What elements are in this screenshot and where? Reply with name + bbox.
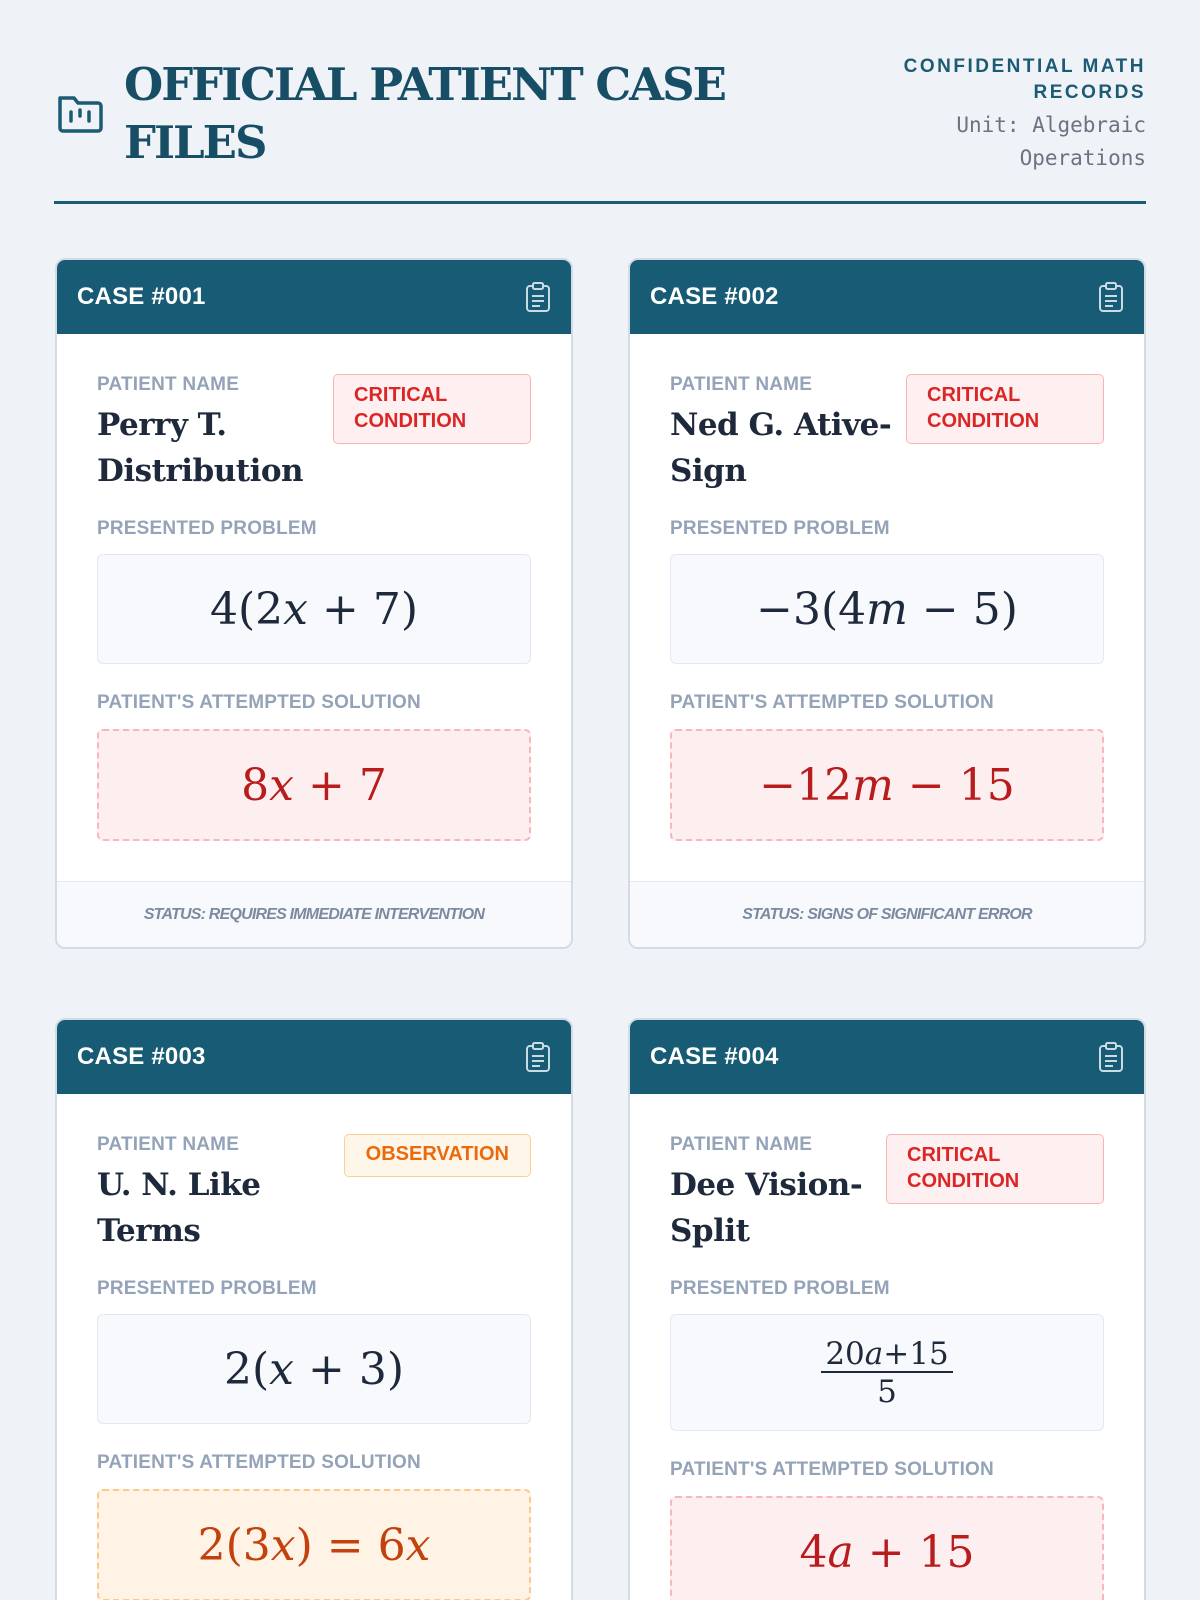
expr-part: 4(2 xyxy=(210,583,284,635)
status-badge: OBSERVATION xyxy=(344,1134,531,1177)
attempt-label: PATIENT'S ATTEMPTED SOLUTION xyxy=(97,1452,421,1473)
problem-expression xyxy=(670,554,1104,664)
expr-part: + 3) xyxy=(307,1343,404,1395)
problem-expression xyxy=(97,1314,531,1424)
fraction-numerator xyxy=(821,1337,952,1373)
case-header xyxy=(57,260,571,334)
clipboard-icon[interactable] xyxy=(525,281,551,313)
expr-part: 8 xyxy=(241,759,270,811)
patient-row xyxy=(97,1094,531,1249)
page-header xyxy=(54,50,1146,204)
attempt-label: PATIENT'S ATTEMPTED SOLUTION xyxy=(97,692,421,713)
case-body xyxy=(630,1094,1144,1600)
case-header xyxy=(630,260,1144,334)
attempt-label: PATIENT'S ATTEMPTED SOLUTION xyxy=(670,692,994,713)
attempt-expression xyxy=(97,1489,531,1600)
expr-variable: x xyxy=(270,1519,296,1571)
problem-expression xyxy=(97,554,531,664)
expr-variable: x xyxy=(269,759,294,811)
problem-label: PRESENTED PROBLEM xyxy=(97,1278,317,1299)
case-body xyxy=(57,1094,571,1600)
expr-part: + 7) xyxy=(321,583,418,635)
expr-variable: x xyxy=(283,583,308,635)
clipboard-icon[interactable] xyxy=(1098,281,1124,313)
clipboard-icon[interactable] xyxy=(525,1041,551,1073)
expr-variable: a xyxy=(827,1526,854,1578)
patient-name-label: PATIENT NAME xyxy=(670,1134,813,1155)
attempt-label: PATIENT'S ATTEMPTED SOLUTION xyxy=(670,1459,994,1480)
case-status: STATUS: REQUIRES IMMEDIATE INTERVENTION xyxy=(57,881,571,947)
patient-name-label: PATIENT NAME xyxy=(670,374,813,395)
case-card-003[interactable] xyxy=(55,1018,573,1600)
expr-part: ) = 6 xyxy=(295,1519,406,1571)
patient-row xyxy=(670,334,1104,489)
fraction xyxy=(821,1337,952,1409)
case-header xyxy=(630,1020,1144,1094)
case-id: CASE #003 xyxy=(77,1043,206,1070)
confidential-label: CONFIDENTIAL MATH RECORDS xyxy=(903,56,1146,103)
patient-name: Ned G. Ative-Sign xyxy=(670,407,892,489)
status-badge: CRITICAL CONDITION xyxy=(333,374,531,444)
case-card-002[interactable] xyxy=(628,258,1146,949)
attempt-expression xyxy=(97,729,531,841)
patient-row xyxy=(97,334,531,489)
expr-part: +15 xyxy=(883,1335,949,1372)
expr-part: + 7 xyxy=(307,759,387,811)
problem-label: PRESENTED PROBLEM xyxy=(670,1278,890,1299)
unit-label: Unit: Algebraic Operations xyxy=(956,113,1146,170)
fraction-denominator: 5 xyxy=(877,1373,897,1410)
folder-chart-icon xyxy=(56,90,104,136)
status-badge: CRITICAL CONDITION xyxy=(886,1134,1104,1204)
header-meta xyxy=(866,54,1146,175)
expr-part: −12 xyxy=(759,759,853,811)
expr-part: 4 xyxy=(799,1526,828,1578)
case-body xyxy=(630,334,1144,841)
expr-part: − 5) xyxy=(921,583,1018,635)
case-body xyxy=(57,334,571,841)
patient-name: Perry T. Distribution xyxy=(97,407,304,489)
case-id: CASE #001 xyxy=(77,283,206,310)
problem-expression xyxy=(670,1314,1104,1431)
expr-variable: x xyxy=(269,1343,294,1395)
case-header xyxy=(57,1020,571,1094)
expr-part: + 15 xyxy=(867,1526,975,1578)
expr-part: 20 xyxy=(825,1335,865,1372)
case-status: STATUS: SIGNS OF SIGNIFICANT ERROR xyxy=(630,881,1144,947)
patient-name: U. N. Like Terms xyxy=(97,1167,261,1249)
patient-name-label: PATIENT NAME xyxy=(97,1134,240,1155)
patient-name-label: PATIENT NAME xyxy=(97,374,240,395)
expr-part: −3(4 xyxy=(756,583,867,635)
attempt-expression xyxy=(670,729,1104,841)
page-title: OFFICIAL PATIENT CASE FILES xyxy=(124,58,725,169)
clipboard-icon[interactable] xyxy=(1098,1041,1124,1073)
case-id: CASE #002 xyxy=(650,283,779,310)
patient-row xyxy=(670,1094,1104,1249)
patient-name: Dee Vision-Split xyxy=(670,1167,863,1249)
problem-label: PRESENTED PROBLEM xyxy=(97,518,317,539)
expr-variable: x xyxy=(405,1519,431,1571)
case-card-001[interactable] xyxy=(55,258,573,949)
expr-variable: m xyxy=(866,583,908,635)
case-id: CASE #004 xyxy=(650,1043,779,1070)
expr-part: 2( xyxy=(223,1343,270,1395)
expr-variable: m xyxy=(852,759,894,811)
expr-part: − 15 xyxy=(907,759,1015,811)
expr-variable: a xyxy=(864,1335,884,1372)
attempt-expression xyxy=(670,1496,1104,1600)
expr-part: 2(3 xyxy=(197,1519,271,1571)
problem-label: PRESENTED PROBLEM xyxy=(670,518,890,539)
case-card-004[interactable] xyxy=(628,1018,1146,1600)
status-badge: CRITICAL CONDITION xyxy=(906,374,1104,444)
